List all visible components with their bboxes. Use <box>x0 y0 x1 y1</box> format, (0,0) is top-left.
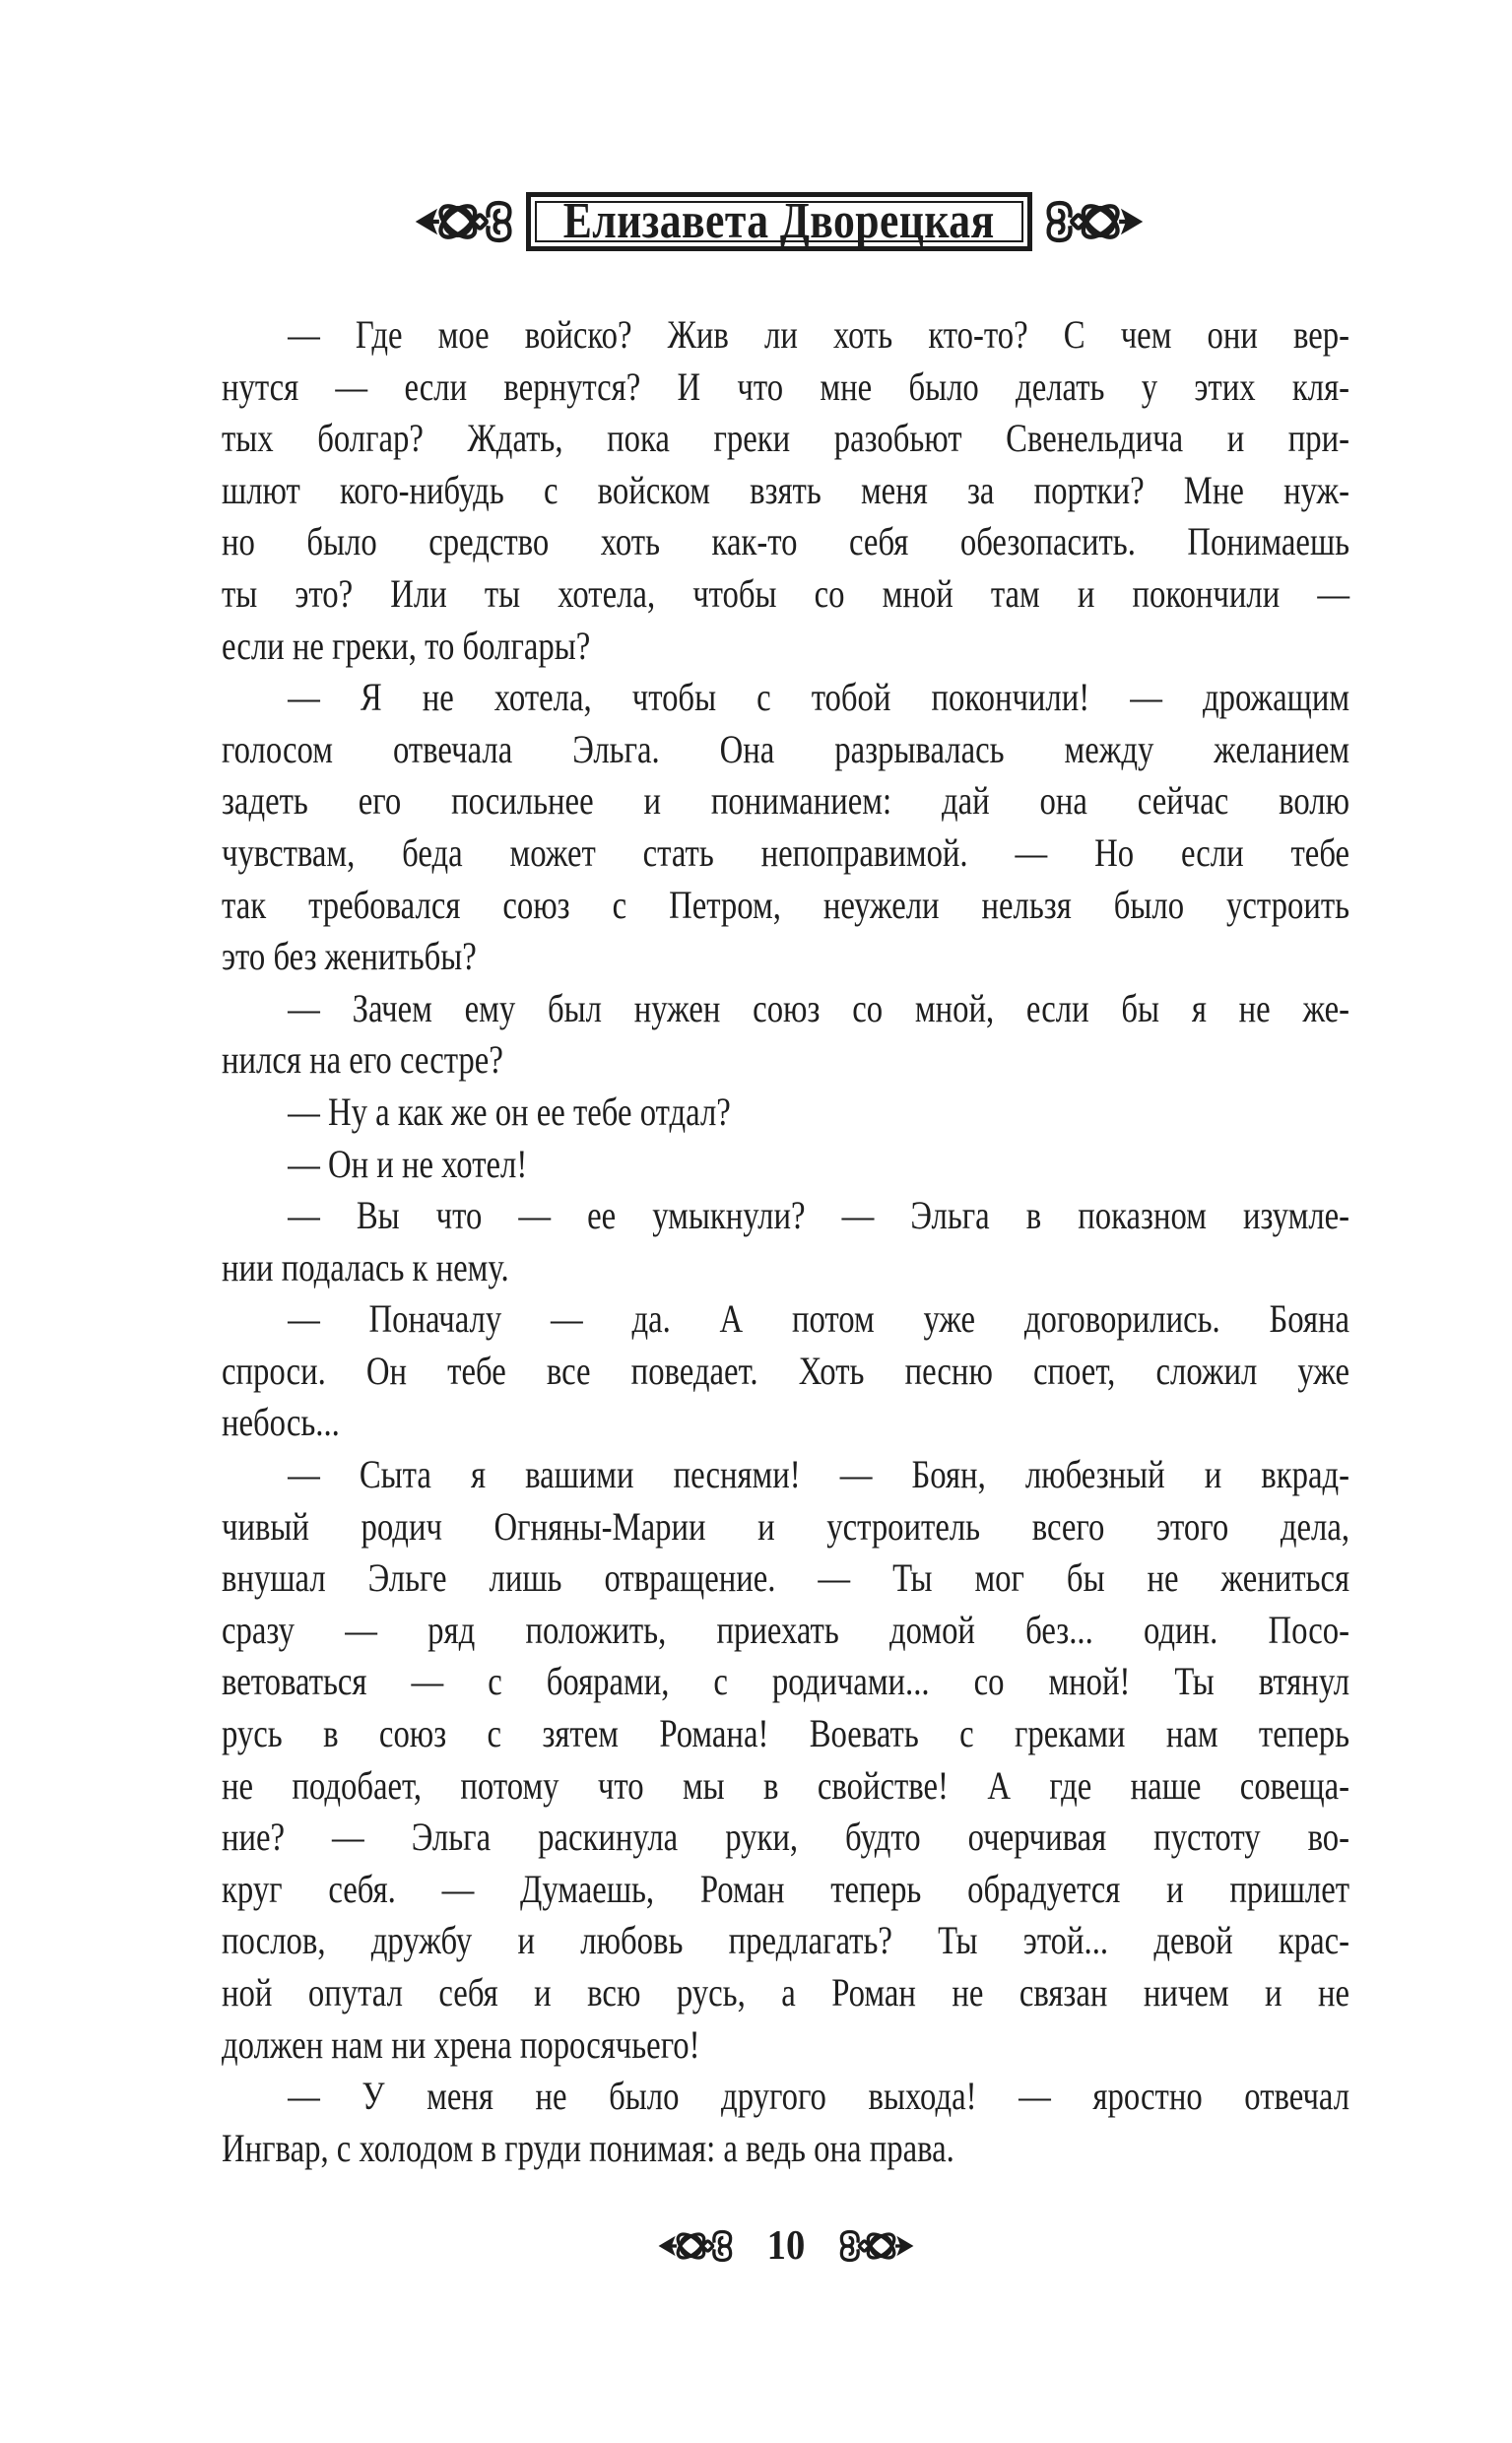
text-line: — Зачем ему был нужен союз со мной, если бы я не же- <box>288 985 1350 1030</box>
page-footer <box>222 2216 1349 2276</box>
text-line: ветоваться — с боярами, с родичами... со мной! Ты втянул <box>222 1659 1350 1704</box>
text-line: ной опутал себя и всю русь, а Роман не связан ничем и не <box>222 1970 1350 2014</box>
text-line: ты это? Или ты хотела, чтобы со мной там и покончили — <box>222 570 1350 616</box>
text-line: — Он и не хотел! <box>288 1141 528 1186</box>
text-line: нился на его сестре? <box>222 1037 503 1083</box>
text-line: должен нам ни хрена поросячьего! <box>222 2021 700 2067</box>
text-line: круг себя. — Думаешь, Роман теперь обрадуется и пришлет <box>222 1866 1350 1911</box>
body-text <box>222 309 1349 2174</box>
author-banner <box>526 192 1032 251</box>
text-line: если не греки, то болгары? <box>222 623 591 668</box>
text-line: — Вы что — ее умыкнули? — Эльга в показном изумле- <box>288 1193 1350 1238</box>
text-line: нии подалась к нему. <box>222 1244 509 1289</box>
knot-ornament-icon <box>414 187 524 256</box>
text-line: не подобает, потому что мы в свойстве! А где наше совеща- <box>222 1762 1350 1808</box>
text-line: шлют кого-нибудь с войском взять меня за портки? Мне нуж- <box>222 467 1350 512</box>
text-line: русь в союз с зятем Романа! Воевать с греками нам теперь <box>222 1711 1350 1756</box>
text-line: нутся — если вернутся? И что мне было делать у этих кля- <box>222 363 1350 409</box>
text-line: так требовался союз с Петром, неужели нельзя было устроить <box>222 882 1350 927</box>
knot-ornament-icon <box>653 2221 746 2271</box>
text-line: Ингвар, с холодом в груди понимая: а ведь она права. <box>222 2125 954 2170</box>
author-banner-inner <box>535 193 1023 249</box>
text-line: — Сыта я вашими песнями! — Боян, любезный и вкрад- <box>288 1452 1350 1497</box>
text-line: спроси. Он тебе все поведает. Хоть песню споет, сложил уже <box>222 1348 1350 1393</box>
text-line: ние? — Эльга раскинула руки, будто очерчивая пустоту во- <box>222 1815 1350 1860</box>
text-line: — Я не хотела, чтобы с тобой покончили! — дрожащим <box>288 675 1350 720</box>
text-line: — Поначалу — да. А потом уже договорились. Бояна <box>288 1296 1350 1342</box>
text-line: чувствам, беда может стать непоправимой. — Но если тебе <box>222 829 1350 875</box>
text-line: голосом отвечала Эльга. Она разрывалась между желанием <box>222 726 1350 771</box>
text-line: чивый родич Огняны-Марии и устроитель всего этого дела, <box>222 1503 1350 1549</box>
text-line: сразу — ряд положить, приехать домой без... один. Посо- <box>222 1607 1350 1652</box>
page-header <box>414 185 1145 258</box>
text-line: задеть его посильнее и пониманием: дай она сейчас волю <box>222 778 1350 824</box>
text-line: небось... <box>222 1400 340 1445</box>
text-line: — Ну а как же он ее тебе отдал? <box>288 1089 731 1134</box>
knot-ornament-icon <box>1034 187 1145 256</box>
text-line: тых болгар? Ждать, пока греки разобьют Свенельдича и при- <box>222 416 1350 461</box>
text-line: но было средство хоть как-то себя обезопасить. Понимаешь <box>222 519 1350 564</box>
author-name: Елизавета Дворецкая <box>563 193 995 249</box>
knot-ornament-icon <box>826 2221 919 2271</box>
text-line: послов, дружбу и любовь предлагать? Ты этой... девой крас- <box>222 1918 1350 1963</box>
text-line: это без женитьбы? <box>222 934 477 979</box>
text-line: внушал Эльге лишь отвращение. — Ты мог бы не жениться <box>222 1555 1350 1601</box>
text-line: — У меня не было другого выхода! — яростно отвечал <box>288 2074 1350 2119</box>
text-line: — Где мое войско? Жив ли хоть кто-то? С чем они вер- <box>288 312 1350 357</box>
page-number: 10 <box>766 2223 805 2269</box>
